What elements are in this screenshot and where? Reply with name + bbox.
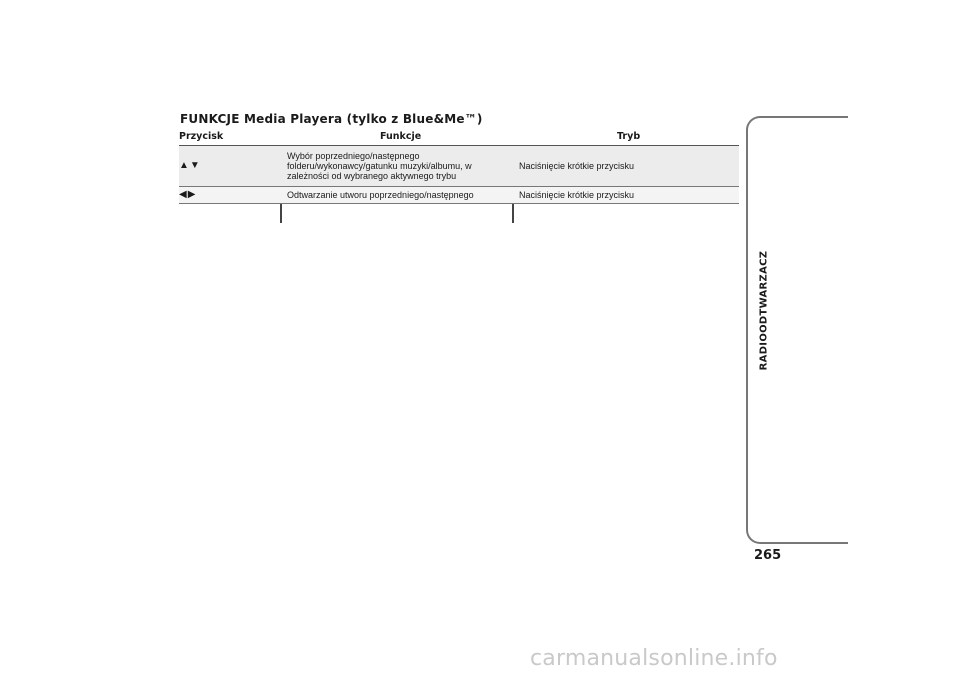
side-tab-label: RADIOODTWARZACZ xyxy=(758,250,770,370)
header-funkcje: Funkcje xyxy=(380,131,422,142)
table-body xyxy=(179,146,739,204)
table-header xyxy=(179,128,739,146)
header-przycisk: Przycisk xyxy=(179,131,224,142)
function-line: Wybór poprzedniego/następnego xyxy=(287,151,420,161)
function-cell xyxy=(287,151,515,181)
table-row xyxy=(179,187,739,204)
page-number: 265 xyxy=(754,548,782,563)
header-tryb: Tryb xyxy=(617,131,641,142)
mode-cell: Naciśnięcie krótkie przycisku xyxy=(519,190,635,200)
watermark: carmanualsonline.info xyxy=(530,646,778,671)
function-cell: Odtwarzanie utworu poprzedniego/następnego xyxy=(287,190,474,200)
function-line: zależności od wybranego aktywnego trybu xyxy=(287,171,457,181)
functions-table xyxy=(179,128,739,204)
function-line: folderu/wykonawcy/gatunku muzyki/albumu, w xyxy=(287,161,472,171)
table-row xyxy=(179,146,739,187)
up-down-arrows-icon: ▲▼ xyxy=(179,160,201,171)
mode-cell: Naciśnięcie krótkie przycisku xyxy=(519,161,635,171)
left-right-arrows-icon: ◀▶ xyxy=(179,189,197,200)
section-title: FUNKCJE Media Playera (tylko z Blue&Me™) xyxy=(180,112,483,126)
